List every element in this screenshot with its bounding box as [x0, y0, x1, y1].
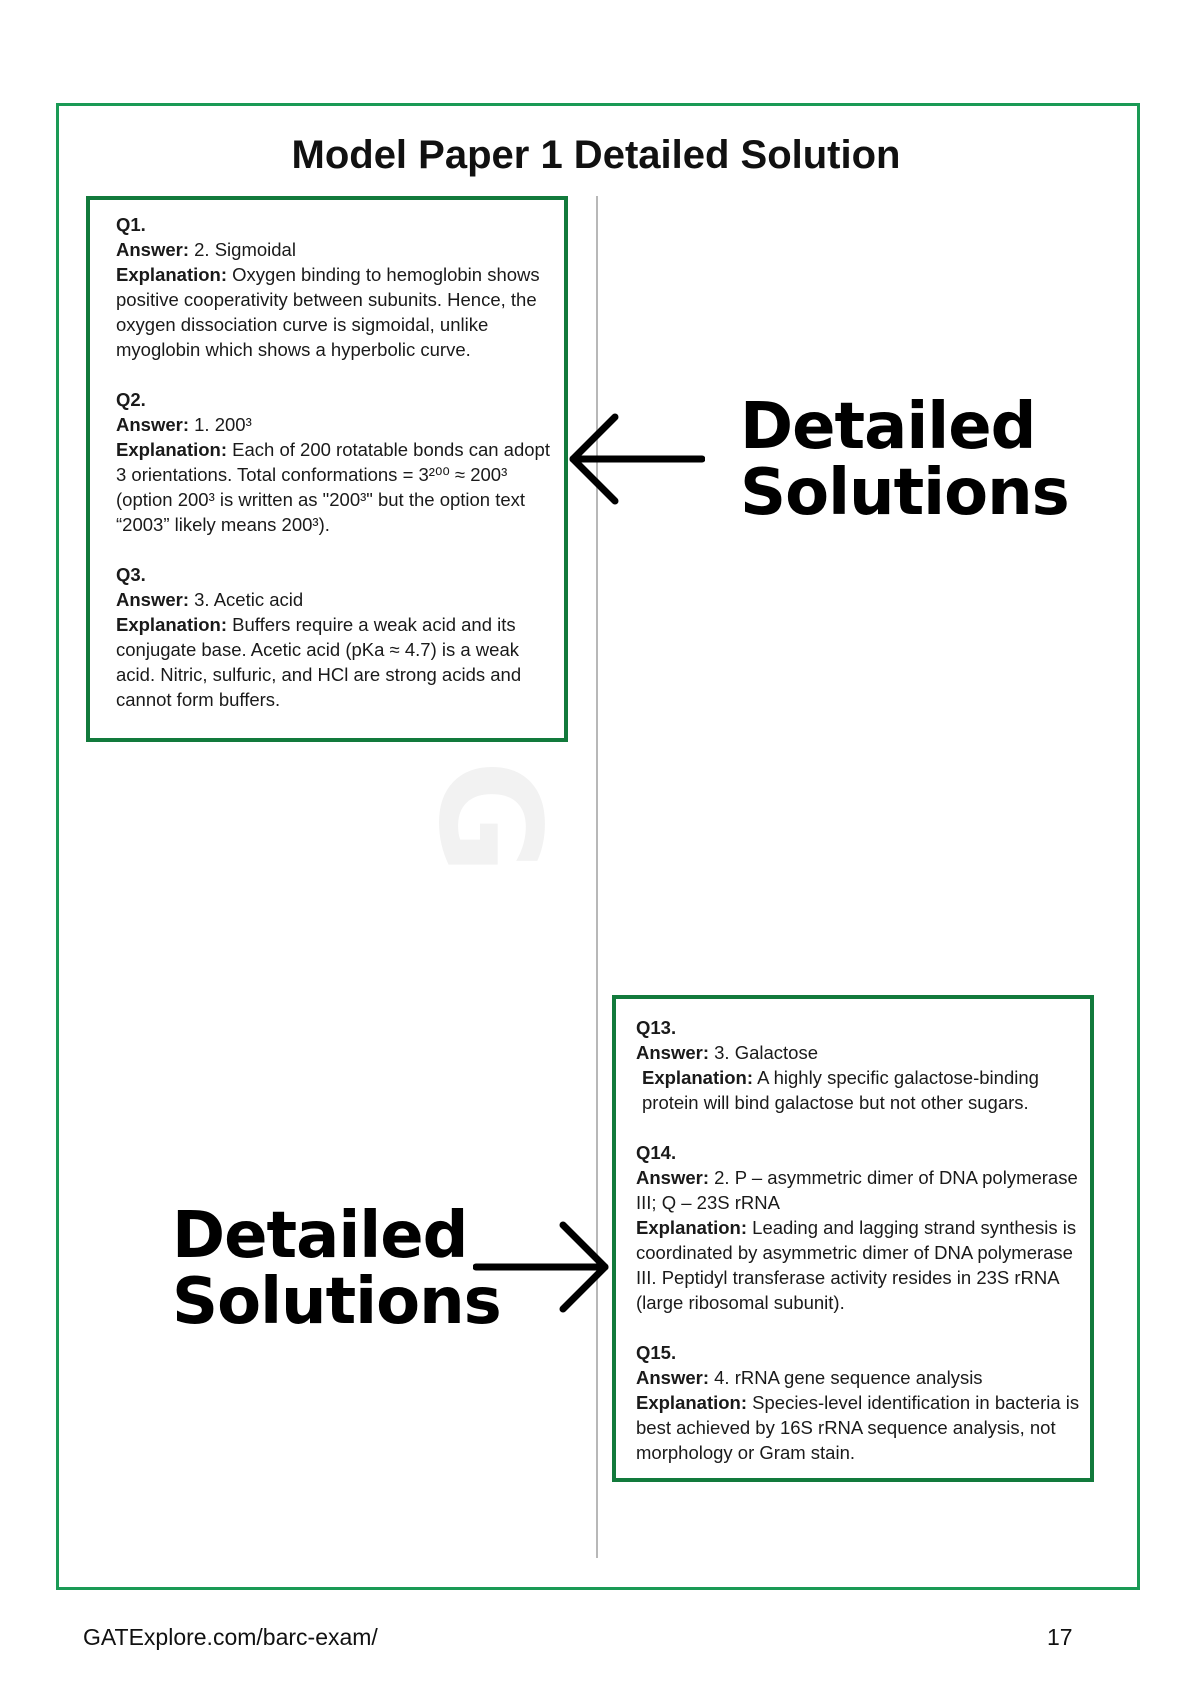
question-number: Q2.: [116, 389, 146, 410]
column-divider: [596, 196, 598, 1558]
explanation-text: Oxygen binding to hemoglobin shows positive cooperativity between subunits. Hence, the oxygen dissociation curve is sigmoidal, unlike myoglobin which shows a hyperbolic curve.: [116, 264, 540, 360]
page-title: Model Paper 1 Detailed Solution: [291, 133, 901, 177]
question-block: [636, 1340, 1080, 1465]
explanation-label: Explanation:: [636, 1217, 748, 1238]
question-block: [636, 1140, 1080, 1315]
explanation-label: Explanation:: [116, 264, 228, 285]
answer-label: Answer:: [116, 414, 189, 435]
callout-detailed-solutions-top: [740, 390, 1069, 530]
callout-detailed-solutions-bottom: [172, 1199, 501, 1339]
footer-url: GATExplore.com/barc-exam/: [83, 1624, 378, 1650]
question-block: [116, 212, 554, 362]
question-number: Q3.: [116, 564, 146, 585]
explanation-label: Explanation:: [642, 1067, 754, 1088]
explanation-label: Explanation:: [636, 1392, 748, 1413]
question-number: Q15.: [636, 1342, 677, 1363]
solution-box-left: [86, 196, 568, 742]
callout-line: Detailed: [172, 1199, 468, 1273]
page-number: 17: [1047, 1624, 1073, 1650]
answer-label: Answer:: [116, 239, 189, 260]
answer-text: 4. rRNA gene sequence analysis: [714, 1367, 983, 1388]
answer-label: Answer:: [116, 589, 189, 610]
explanation-text: Buffers require a weak acid and its conjugate base. Acetic acid (pKa ≈ 4.7) is a weak acid. Nitric, sulfuric, and HCl are strong acids and cannot form buffers.: [116, 614, 522, 710]
explanation-label: Explanation:: [116, 614, 228, 635]
explanation-label: Explanation:: [116, 439, 228, 460]
explanation-text: Leading and lagging strand synthesis is coordinated by asymmetric dimer of DNA polymerase III. Peptidyl transferase activity resides in 23S rRNA (large ribosomal subunit).: [636, 1217, 1077, 1313]
callout-line: Detailed: [740, 390, 1036, 464]
watermark: G: [407, 760, 570, 875]
answer-text: 3. Galactose: [714, 1042, 819, 1063]
question-block: [116, 562, 554, 712]
question-number: Q14.: [636, 1142, 677, 1163]
answer-text: 1. 200³: [194, 414, 252, 435]
explanation-text: A highly specific galactose-binding protein will bind galactose but not other sugars.: [642, 1067, 1039, 1113]
question-number: Q13.: [636, 1017, 677, 1038]
answer-text: 2. Sigmoidal: [194, 239, 296, 260]
answer-text: 3. Acetic acid: [194, 589, 304, 610]
arrow-right-icon: [473, 1219, 613, 1315]
answer-label: Answer:: [636, 1042, 709, 1063]
callout-line: Solutions: [172, 1265, 501, 1339]
explanation-text: Species-level identification in bacteria is best achieved by 16S rRNA sequence analysis, not morphology or Gram stain.: [636, 1392, 1080, 1463]
answer-text: 2. P – asymmetric dimer of DNA polymerase III; Q – 23S rRNA: [636, 1167, 1078, 1213]
explanation-text: Each of 200 rotatable bonds can adopt 3 orientations. Total conformations = 3²⁰⁰ ≈ 200³ (option 200³ is written as "200³" but the option text “2003” likely means 200³).: [116, 439, 550, 535]
question-number: Q1.: [116, 214, 146, 235]
solution-box-right: [612, 995, 1094, 1482]
arrow-left-icon: [565, 411, 705, 507]
question-block: [116, 387, 554, 537]
answer-label: Answer:: [636, 1367, 709, 1388]
answer-label: Answer:: [636, 1167, 709, 1188]
callout-line: Solutions: [740, 456, 1069, 530]
question-block: [636, 1015, 1080, 1115]
